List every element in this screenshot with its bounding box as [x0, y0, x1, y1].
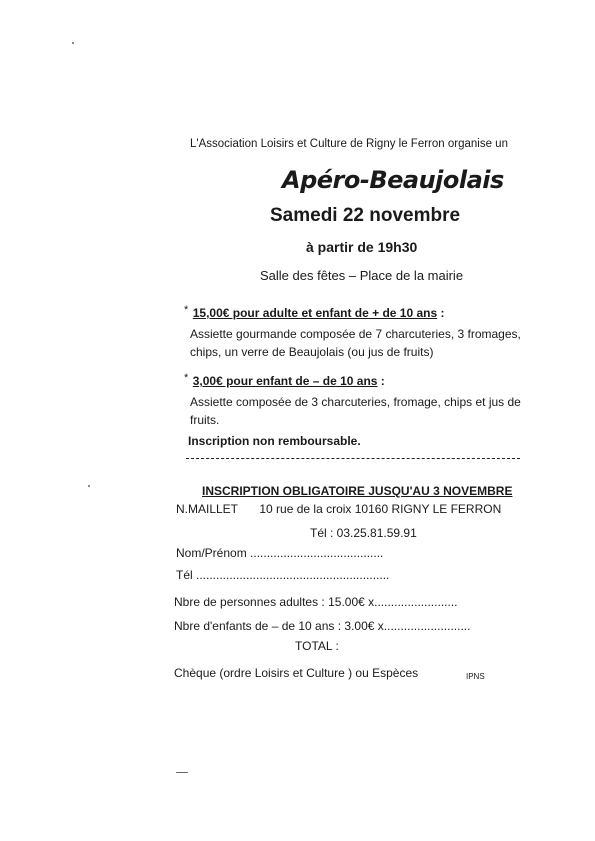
organizer-line: L'Association Loisirs et Culture de Rigny le Ferron organise un	[190, 138, 508, 150]
tariff-adult	[184, 304, 445, 322]
total-label: TOTAL :	[295, 639, 339, 653]
contact-address: 10 rue de la croix 10160 RIGNY LE FERRON	[259, 502, 502, 516]
scan-speck	[176, 772, 188, 773]
event-time: à partir de 19h30	[306, 239, 418, 255]
tariff-marker: *	[184, 372, 189, 384]
payment-note: Chèque (ordre Loisirs et Culture ) ou Espèces	[174, 666, 419, 680]
non-refundable-note: Inscription non remboursable.	[188, 434, 361, 448]
tel-field[interactable]: Tél ..........................................................	[176, 568, 390, 582]
ipns-tag: IPNS	[466, 672, 485, 681]
contact-phone: Tél : 03.25.81.59.91	[310, 526, 417, 540]
tariff-child	[184, 372, 385, 390]
event-place: Salle des fêtes – Place de la mairie	[260, 268, 464, 283]
dashed-divider	[186, 458, 520, 459]
children-count-field[interactable]: Nbre d'enfants de – de 10 ans : 3.00€ x..........................	[174, 619, 471, 633]
tariff-child-description: Assiette composée de 3 charcuteries, fromage, chips et jus de fruits.	[190, 395, 521, 427]
tariff-adult-label: 15,00€ pour adulte et enfant de + de 10 ans	[192, 306, 438, 320]
adults-count-field[interactable]: Nbre de personnes adultes : 15.00€ x.........................	[174, 595, 458, 609]
event-title: Apéro-Beaujolais	[282, 166, 504, 194]
scan-speck	[72, 42, 74, 44]
registration-heading: INSCRIPTION OBLIGATOIRE JUSQU'AU 3 NOVEMBRE	[202, 484, 513, 498]
tariff-adult-description: Assiette gourmande composée de 7 charcuteries, 3 fromages, chips, un verre de Beaujolais (ou jus de fruits)	[190, 327, 521, 359]
name-field[interactable]: Nom/Prénom ........................................	[176, 546, 384, 560]
contact-name: N.MAILLET	[176, 502, 239, 516]
tariff-marker: *	[184, 304, 189, 316]
contact-line	[176, 502, 519, 516]
tariff-suffix: :	[377, 374, 385, 388]
event-date: Samedi 22 novembre	[270, 205, 461, 226]
tariff-child-label: 3,00€ pour enfant de – de 10 ans	[192, 374, 378, 388]
scan-speck	[88, 485, 90, 487]
tariff-suffix: :	[437, 306, 445, 320]
